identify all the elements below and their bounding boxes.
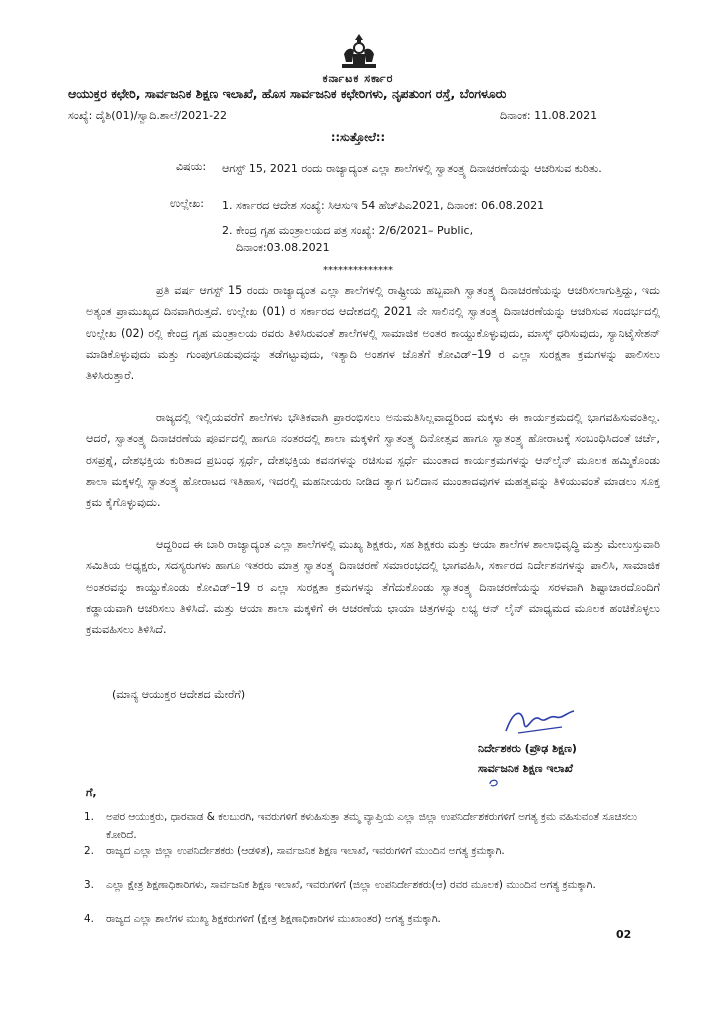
paragraph-1-text: ಪ್ರತಿ ವರ್ಷ ಆಗಸ್ಟ್ 15 ರಂದು ರಾಜ್ಯಾದ್ಯಂತ ಎಲ್ಲಾ ಶಾಲೆಗಳಲ್ಲಿ ರಾಷ್ಟ್ರೀಯ ಹಬ್ಬವಾಗಿ ಸ್ವಾತಂತ್ರ್ಯ ದಿನಾಚರಣೆಯನ್ನು ಆಚರಿಸಲಾಗುತ್ತಿದ್ದು, ಇದು ಅತ್ಯಂತ ಪ್ರಾಮುಖ್ಯದ ದಿನವಾಗಿರುತ್ತದೆ. ಉಲ್ಲೇಖ (01) ರ ಸರ್ಕಾರದ ಆದೇಶದಲ್ಲಿ 2021 ನೇ ಸಾಲಿನಲ್ಲಿ ಸ್ವಾತಂತ್ರ್ಯ ದಿನಾಚರಣೆಯನ್ನು ಆಚರಿಸುವ ಸಂದರ್ಭದಲ್ಲಿ ಉಲ್ಲೇಖ (02) ರಲ್ಲಿ ಕೇಂದ್ರ ಗೃಹ ಮಂತ್ರಾಲಯ ರವರು ತಿಳಿಸಿರುವಂತೆ ಶಾಲೆಗಳಲ್ಲಿ ಸಾಮಾಜಿಕ ಅಂತರ ಕಾಯ್ದುಕೊಳ್ಳುವುದು, ಮಾಸ್ಕ್ ಧರಿಸುವುದು, ಸ್ಯಾನಿಟೈಸೇಶನ್ ಮಾಡಿಕೊಳ್ಳುವುದು ಮತ್ತು ಗುಂಪುಗೂಡುವುದನ್ನು ತಡೆಗಟ್ಟುವುದು, ಇತ್ಯಾದಿ ಅಂಶಗಳ ಜೊತೆಗೆ ಕೋವಿಡ್–19 ರ ಎಲ್ಲಾ ಸುರಕ್ಷತಾ ಕ್ರಮಗಳನ್ನು ಪಾಲಿಸಲು ತಿಳಿಸಿರುತ್ತಾರೆ.: [86, 284, 661, 383]
paragraph-3: [86, 534, 660, 640]
copy-to-item: [84, 910, 644, 928]
separator-stars: **************: [323, 265, 393, 276]
copy-to-label: ಗೆ,: [86, 786, 97, 799]
paragraph-3-text: ಆದ್ದರಿಂದ ಈ ಬಾರಿ ರಾಜ್ಯಾದ್ಯಂತ ಎಲ್ಲಾ ಶಾಲೆಗಳಲ್ಲಿ ಮುಖ್ಯ ಶಿಕ್ಷಕರು, ಸಹ ಶಿಕ್ಷಕರು ಮತ್ತು ಆಯಾ ಶಾಲೆಗಳ ಶಾಲಾಭಿವೃದ್ಧಿ ಮತ್ತು ಮೇಲುಸ್ತುವಾರಿ ಸಮಿತಿಯ ಅಧ್ಯಕ್ಷರು, ಸದಸ್ಯರುಗಳು ಹಾಗೂ ಇತರರು ಮಾತ್ರ ಸ್ವಾತಂತ್ರ್ಯ ದಿನಾಚರಣೆ ಸಮಾರಂಭದಲ್ಲಿ ಭಾಗವಹಿಸಿ, ಸರ್ಕಾರದ ನಿರ್ದೇಶನಗಳನ್ನು ಪಾಲಿಸಿ, ಸಾಮಾಜಿಕ ಅಂತರವನ್ನು ಕಾಯ್ದುಕೊಂಡು ಕೋವಿಡ್–19 ರ ಎಲ್ಲಾ ಸುರಕ್ಷತಾ ಕ್ರಮಗಳನ್ನು ತೆಗೆದುಕೊಂಡು ಸ್ವಾತಂತ್ರ್ಯ ದಿನಾಚರಣೆಯನ್ನು ಸರಳವಾಗಿ ಶಿಷ್ಟಾಚಾರದೊಂದಿಗೆ ಕಡ್ಡಾಯವಾಗಿ ಆಚರಿಸಲು ತಿಳಿಸಿದೆ. ಮತ್ತು ಆಯಾ ಶಾಲಾ ಮಕ್ಕಳಿಗೆ ಈ ಆಚರಣೆಯ ಛಾಯಾ ಚಿತ್ರಗಳನ್ನು ಲಭ್ಯ ಆನ್ ಲೈನ್ ಮಾಧ್ಯಮದ ಮೂಲಕ ಹಂಚಿಕೊಳ್ಳಲು ಕ್ರಮವಹಿಸಲು ತಿಳಿಸಿದೆ.: [86, 538, 660, 637]
copy-to-item: [84, 808, 644, 844]
paragraph-2: [86, 407, 660, 513]
copy-to-item-text: ರಾಜ್ಯದ ಎಲ್ಲಾ ಶಾಲೆಗಳ ಮುಖ್ಯ ಶಿಕ್ಷಕರುಗಳಿಗೆ (ಕ್ಷೇತ್ರ ಶಿಕ್ಷಣಾಧಿಕಾರಿಗಳ ಮುಖಾಂತರ) ಅಗತ್ಯ ಕ್ರಮಕ್ಕಾಗಿ.: [106, 913, 441, 925]
copy-to-item-number: 1.: [84, 811, 94, 823]
page-number: 02: [616, 928, 632, 941]
copy-to-item-text: ಅಪರ ಆಯುಕ್ತರು, ಧಾರವಾಡ & ಕಲಬುರಗಿ, ಇವರುಗಳಿಗೆ ಕಳುಹಿಸುತ್ತಾ ತಮ್ಮ ವ್ಯಾಪ್ತಿಯ ಎಲ್ಲಾ ಜಿಲ್ಲಾ ಉಪನಿರ್ದೇಶಕರುಗಳಿಗೆ ಅಗತ್ಯ ಕ್ರಮ ವಹಿಸುವಂತೆ ಸೂಚಿಸಲು ಕೋರಿದೆ.: [106, 811, 637, 841]
copy-to-item-number: 3.: [84, 879, 94, 891]
reference-number: ಸಂಖ್ಯೆ: ದೈಶಿ(01)/ಸ್ವಾದಿ.ಶಾಲೆ/2021-22: [68, 109, 228, 122]
document-date: ದಿನಾಂಕ: 11.08.2021: [500, 109, 598, 122]
reference-item-2-date: ದಿನಾಂಕ:03.08.2021: [236, 241, 330, 254]
government-title: ಕರ್ನಾಟಕ ಸರ್ಕಾರ: [322, 72, 394, 85]
paragraph-2-text: ರಾಜ್ಯದಲ್ಲಿ ಇಲ್ಲಿಯವರೆಗೆ ಶಾಲೆಗಳು ಭೌತಿಕವಾಗಿ ಪ್ರಾರಂಭಿಸಲು ಅನುಮತಿಸಿಲ್ಲವಾದ್ದರಿಂದ ಮಕ್ಕಳು ಈ ಕಾರ್ಯಕ್ರಮದಲ್ಲಿ ಭಾಗವಹಿಸುವಂತಿಲ್ಲ. ಆದರೆ, ಸ್ವಾತಂತ್ರ್ಯ ದಿನಾಚರಣೆಯ ಪೂರ್ವದಲ್ಲಿ ಹಾಗೂ ನಂತರದಲ್ಲಿ ಶಾಲಾ ಮಕ್ಕಳಿಗೆ ಸ್ವಾತಂತ್ರ್ಯ ದಿನೋತ್ಸವ ಹಾಗೂ ಸ್ವಾತಂತ್ರ್ಯ ಹೋರಾಟಕ್ಕೆ ಸಂಬಂಧಿಸಿದಂತೆ ಚರ್ಚೆ, ರಸಪ್ರಶ್ನೆ, ದೇಶಭಕ್ತಿಯ ಕುರಿತಾದ ಪ್ರಬಂಧ ಸ್ಪರ್ಧೆ, ದೇಶಭಕ್ತಿಯ ಕವನಗಳನ್ನು ರಚಿಸುವ ಸ್ಪರ್ಧೆ ಮುಂತಾದ ಕಾರ್ಯಕ್ರಮಗಳನ್ನು ಆನ್‌ಲೈನ್ ಮೂಲಕ ಹಮ್ಮಿಕೊಂಡು ಶಾಲಾ ಮಕ್ಕಳಲ್ಲಿ ಸ್ವಾತಂತ್ರ್ಯ ಹೋರಾಟದ ಇತಿಹಾಸ, ಇದರಲ್ಲಿ ಮಹನೀಯರು ನೀಡಿದ ತ್ಯಾಗ ಬಲಿದಾನ ಮುಂತಾದವುಗಳ ಮಹತ್ವವನ್ನು ತಿಳಿಯುವಂತೆ ಮಾಡಲು ಸೂಕ್ತ ಕ್ರಮ ಕೈಗೊಳ್ಳುವುದು.: [86, 411, 660, 510]
order-line: (ಮಾನ್ಯ ಆಯುಕ್ತರ ಆದೇಶದ ಮೇರೆಗೆ): [112, 688, 246, 701]
signatory-designation: ನಿರ್ದೇಶಕರು (ಪ್ರೌಢ ಶಿಕ್ಷಣ): [478, 742, 577, 755]
reference-item-1: 1. ಸರ್ಕಾರದ ಆದೇಶ ಸಂಖ್ಯೆ: ಸಿಆಸುಇ 54 ಹೆಚ್‌ಪಿಎ2021, ದಿನಾಂಕ: 06.08.2021: [222, 199, 545, 212]
signatory-department: ಸಾರ್ವಜನಿಕ ಶಿಕ್ಷಣ ಇಲಾಖೆ: [478, 762, 573, 775]
copy-to-item-text: ರಾಜ್ಯದ ಎಲ್ಲಾ ಜಿಲ್ಲಾ ಉಪನಿರ್ದೇಶಕರು (ಆಡಳಿತ), ಸಾರ್ವಜನಿಕ ಶಿಕ್ಷಣ ಇಲಾಖೆ, ಇವರುಗಳಿಗೆ ಮುಂದಿನ ಅಗತ್ಯ ಕ್ರಮಕ್ಕಾಗಿ.: [106, 845, 505, 857]
circular-title: ::ಸುತ್ತೋಲೆ::: [330, 130, 386, 144]
copy-to-item-text: ಎಲ್ಲಾ ಕ್ಷೇತ್ರ ಶಿಕ್ಷಣಾಧಿಕಾರಿಗಳು, ಸಾರ್ವಜನಿಕ ಶಿಕ್ಷಣ ಇಲಾಖೆ, ಇವರುಗಳಿಗೆ (ಜಿಲ್ಲಾ ಉಪನಿರ್ದೇಶಕರು(ಆ) ರವರ ಮೂಲಕ) ಮುಂದಿನ ಅಗತ್ಯ ಕ್ರಮಕ್ಕಾಗಿ.: [106, 879, 596, 891]
handwritten-signature: [500, 705, 580, 739]
paragraph-1: [86, 280, 660, 386]
subject-text: ಆಗಸ್ಟ್ 15, 2021 ರಂದು ರಾಜ್ಯಾದ್ಯಂತ ಎಲ್ಲಾ ಶಾಲೆಗಳಲ್ಲಿ ಸ್ವಾತಂತ್ರ್ಯ ದಿನಾಚರಣೆಯನ್ನು ಆಚರಿಸುವ ಕುರಿತು.: [222, 162, 602, 175]
copy-to-item-number: 4.: [84, 913, 94, 925]
copy-to-item-number: 2.: [84, 845, 94, 857]
references-label: ಉಲ್ಲೇಖ:: [170, 197, 204, 210]
copy-to-item: [84, 842, 644, 860]
initial-mark-icon: [488, 778, 500, 788]
subject-label: ವಿಷಯ:: [176, 160, 207, 173]
karnataka-emblem-icon: [336, 32, 382, 72]
reference-item-2: 2. ಕೇಂದ್ರ ಗೃಹ ಮಂತ್ರಾಲಯದ ಪತ್ರ ಸಂಖ್ಯೆ: 2/6/2021– Public,: [222, 224, 474, 237]
copy-to-item: [84, 876, 644, 894]
office-address: ಆಯುಕ್ತರ ಕಛೇರಿ, ಸಾರ್ವಜನಿಕ ಶಿಕ್ಷಣ ಇಲಾಖೆ, ಹೊಸ ಸಾರ್ವಜನಿಕ ಕಛೇರಿಗಳು, ನೃಪತುಂಗ ರಸ್ತೆ, ಬೆಂಗಳೂರು: [68, 86, 507, 101]
